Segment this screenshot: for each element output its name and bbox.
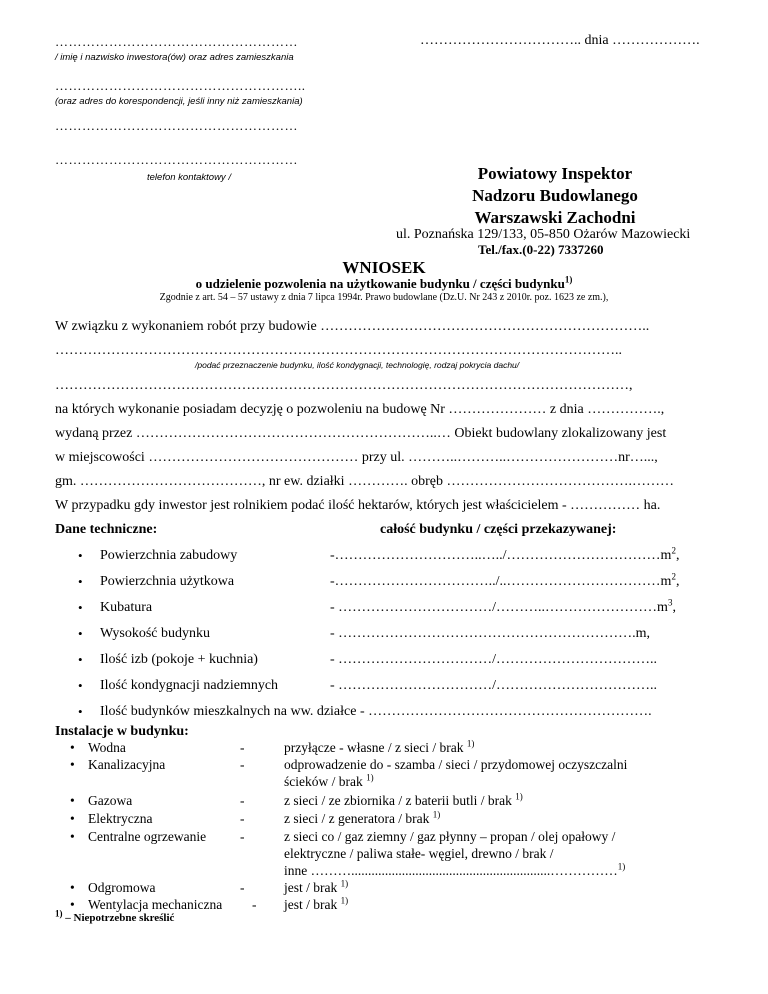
investor-line: ……………………………………………… xyxy=(55,34,298,49)
inst-dash-lightning: - xyxy=(240,880,245,895)
inst-label-sewage: • Kanalizacyjna xyxy=(88,757,165,773)
tech-label-area: • Powierzchnia zabudowy xyxy=(100,548,237,564)
phone-hint: telefon kontaktowy / xyxy=(147,172,231,183)
body-line-5: wydaną przez ………………………………………………………..… Obiekt budowlany zlokalizowany jest xyxy=(55,426,667,441)
tech-label-floors: • Ilość kondygnacji nadziemnych xyxy=(100,678,278,694)
body-line-6: w miejscowości ……………………………………… przy ul. ………..………..……………………nr…..., xyxy=(55,450,658,465)
tech-label-usable: • Powierzchnia użytkowa xyxy=(100,574,234,590)
inst-value-heating: z sieci co / gaz ziemny / gaz płynny – propan / olej opałowy / xyxy=(284,829,616,844)
date-line: …………………………….. dnia ………………. xyxy=(420,33,700,48)
technical-heading-right: całość budynku / części przekazywanej: xyxy=(380,522,617,537)
addressee-line-1: Powiatowy Inspektor xyxy=(477,164,633,183)
tech-value-usable: $-\dots\dots\dots\dots\dots\dots\dots\dots\dots\dots\dots../..\dots\dots\dots\dots\dots\dots\dots\dots\dots\dots\dots m^2$, xyxy=(330,571,680,589)
inst-dash-ventilation: - xyxy=(252,897,257,912)
tech-label-height: • Wysokość budynku xyxy=(100,626,210,642)
body-line-7: gm. …………………………………, nr ew. działki …………. obręb ………………………………….……… xyxy=(55,474,674,489)
document-title: WNIOSEK xyxy=(342,258,426,277)
inst-value-heating-cont2: inne ………...........................................................……………$^{1)}$ xyxy=(284,861,626,878)
inst-label-water: • Wodna xyxy=(88,740,126,756)
inst-value-lightning: jest / brak $^{1)}$ xyxy=(284,878,349,895)
addressee-line-2: Nadzoru Budowlanego xyxy=(472,186,638,205)
body-line-3: ……………………………………………………………………………………………………………, xyxy=(55,378,633,393)
body-line-8: W przypadku gdy inwestor jest rolnikiem podać ilość hektarów, których jest właścicielem - …………… ha. xyxy=(55,498,661,513)
inst-label-gas: • Gazowa xyxy=(88,793,132,809)
inst-label-ventilation: • Wentylacja mechaniczna xyxy=(88,897,222,913)
inst-label-electric: • Elektryczna xyxy=(88,811,152,827)
tech-residential-count: • Ilość budynków mieszkalnych na ww. działce - ……………………………………………………. xyxy=(100,704,652,720)
inst-value-gas: z sieci / ze zbiornika / z baterii butli / brak $^{1)}$ xyxy=(284,791,523,808)
inst-dash-sewage: - xyxy=(240,757,245,772)
inst-value-electric: z sieci / z generatora / brak $^{1)}$ xyxy=(284,809,441,826)
correspondence-line: ……………………………………………….. xyxy=(55,78,306,93)
tech-label-volume: • Kubatura xyxy=(100,600,152,616)
body-line-1: W związku z wykonaniem robót przy budowie …………………………………………………………….. xyxy=(55,319,650,334)
inst-label-lightning: • Odgromowa xyxy=(88,880,156,896)
address-line: ……………………………………………… xyxy=(55,118,298,133)
correspondence-hint: (oraz adres do korespondencji, jeśli inny niż zamieszkania) xyxy=(55,96,303,107)
phone-line: ……………………………………………… xyxy=(55,152,298,167)
technical-heading: Dane techniczne: xyxy=(55,522,158,537)
inst-value-heating-cont1: elektryczne / paliwa stałe- węgiel, drewno / brak / xyxy=(284,846,554,861)
inst-dash-gas: - xyxy=(240,793,245,808)
tech-value-area: $-\dots\dots\dots\dots\dots\dots\dots\dots\dots\dots..\dots../\dots\dots\dots\dots\dots\dots\dots\dots\dots\dots\dots m^2$, xyxy=(330,545,680,563)
tech-value-floors: - ……………………………/…………………………….. xyxy=(330,678,658,693)
addressee-phone: Tel./fax.(0-22) 7337260 xyxy=(478,242,604,257)
addressee-line-3: Warszawski Zachodni xyxy=(474,208,636,227)
inst-value-ventilation: jest / brak $^{1)}$ xyxy=(284,895,349,912)
tech-label-rooms: • Ilość izb (pokoje + kuchnia) xyxy=(100,652,258,668)
inst-dash-electric: - xyxy=(240,811,245,826)
inst-dash-water: - xyxy=(240,740,245,755)
inst-dash-heating: - xyxy=(240,829,245,844)
body-line-4: na których wykonanie posiadam decyzję o pozwoleniu na budowę Nr ………………… z dnia ……………., xyxy=(55,402,665,417)
investor-hint: / imię i nazwisko inwestora(ów) oraz adres zamieszkania xyxy=(55,52,294,63)
footnote: $^{1)}$ – Niepotrzebne skreślić xyxy=(55,908,175,924)
inst-value-sewage-cont: ścieków / brak $^{1)}$ xyxy=(284,772,374,789)
tech-value-height: - ……………………………………………………….m, xyxy=(330,626,651,641)
inst-value-water: przyłącze - własne / z sieci / brak $^{1)}$ xyxy=(284,738,475,755)
tech-value-volume: - $\dots\dots\dots\dots\dots\dots\dots\dots\dots\dots\dots/\dots\dots\dots..\dots\dots\dots\dots\dots\dots\dots\dots m^3$, xyxy=(330,597,676,615)
body-line-2: ………………………………………………………………………………………………………….. xyxy=(55,343,622,358)
addressee-address: ul. Poznańska 129/133, 05-850 Ożarów Mazowiecki xyxy=(396,227,691,242)
body-hint: /podać przeznaczenie budynku, ilość kondygnacji, technologię, rodzaj pokrycia dachu/ xyxy=(195,360,520,370)
installations-heading: Instalacje w budynku: xyxy=(55,724,189,739)
inst-label-heating: • Centralne ogrzewanie xyxy=(88,829,206,845)
tech-value-rooms: - ……………………………/…………………………….. xyxy=(330,652,658,667)
legal-basis: Zgodnie z art. 54 – 57 ustawy z dnia 7 lipca 1994r. Prawo budowlane (Dz.U. Nr 243 z 2010r. poz. 1623 ze zm.), xyxy=(159,292,609,303)
document-subtitle: o udzielenie pozwolenia na użytkowanie budynku / części budynku$^{1)}$ xyxy=(195,274,573,291)
inst-value-sewage: odprowadzenie do - szamba / sieci / przydomowej oczyszczalni xyxy=(284,757,628,772)
